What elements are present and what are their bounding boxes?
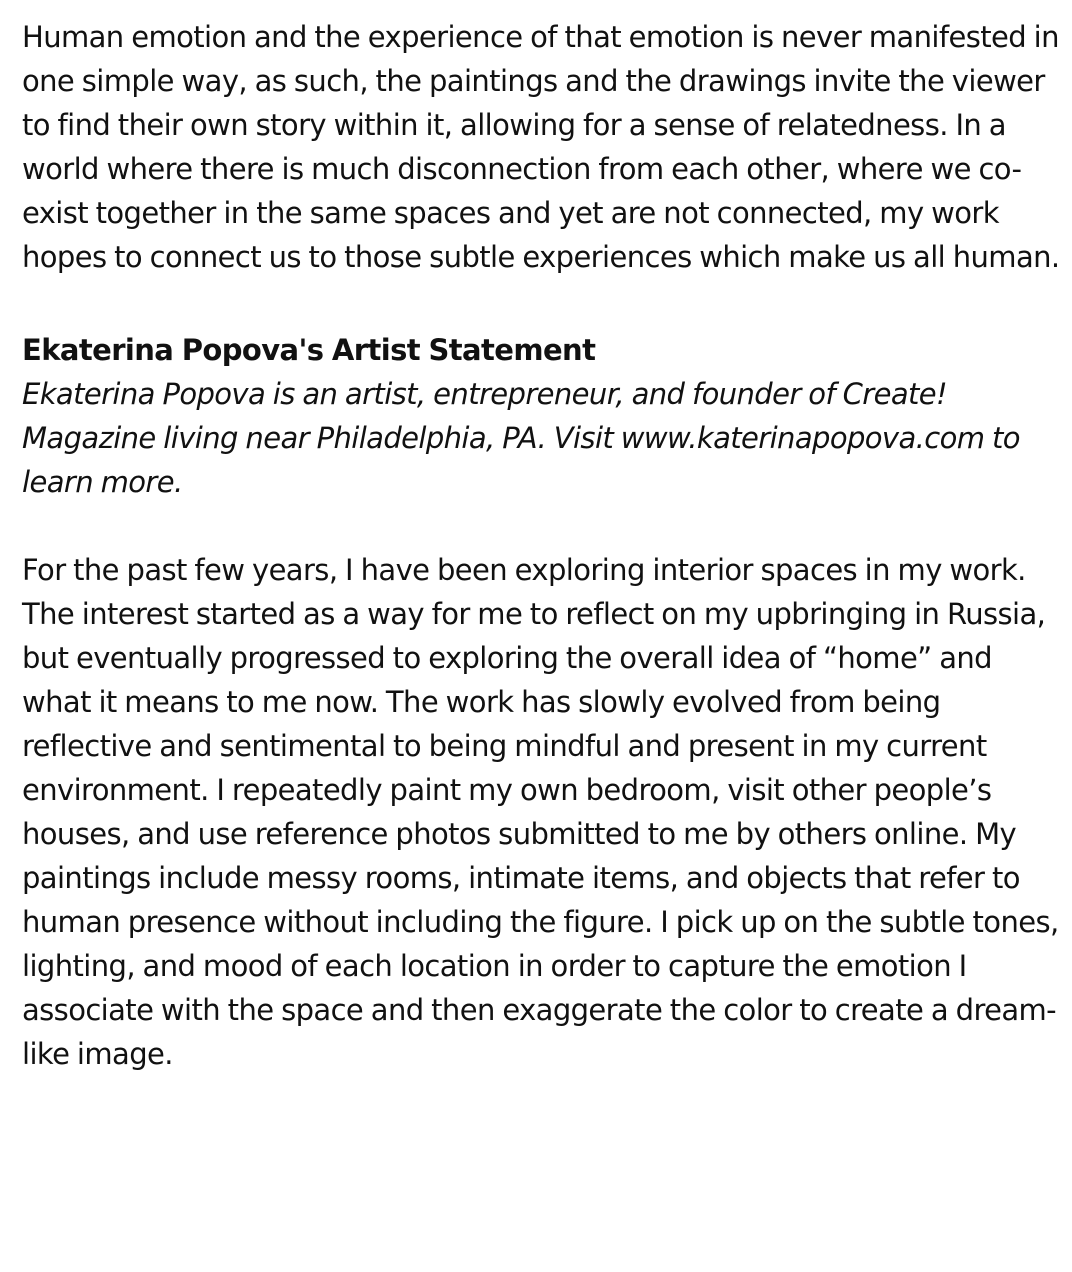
article-body [22,15,1062,1076]
section-title: Ekaterina Popova's Artist Statement [22,333,596,367]
intro-paragraph: Human emotion and the experience of that emotion is never manifested in one simple way, as such, the paintings and the drawings invite the viewer to find their own story within it, allowing for a sense of relatedness. In a world where there is much disconnection from each other, where we co-exist together in the same spaces and yet are not connected, my work hopes to connect us to those subtle experiences which make us all human. [22,20,1060,274]
artist-bio: Ekaterina Popova is an artist, entrepreneur, and founder of Create! Magazine living near Philadelphia, PA. Visit www.katerinapopova.com to learn more. [22,377,1020,499]
paragraph-spacer [22,504,1062,548]
paragraph-spacer [22,279,1062,328]
artist-statement-paragraph: For the past few years, I have been exploring interior spaces in my work. The interest started as a way for me to reflect on my upbringing in Russia, but eventually progressed to exploring the overall idea of “home” and what it means to me now. The work has slowly evolved from being reflective and sentimental to being mindful and present in my current environment. I repeatedly paint my own bedroom, visit other people’s houses, and use reference photos submitted to me by others online. My paintings include messy rooms, intimate items, and objects that refer to human presence without including the figure. I pick up on the subtle tones, lighting, and mood of each location in order to capture the emotion I associate with the space and then exaggerate the color to create a dream-like image. [22,553,1059,1071]
